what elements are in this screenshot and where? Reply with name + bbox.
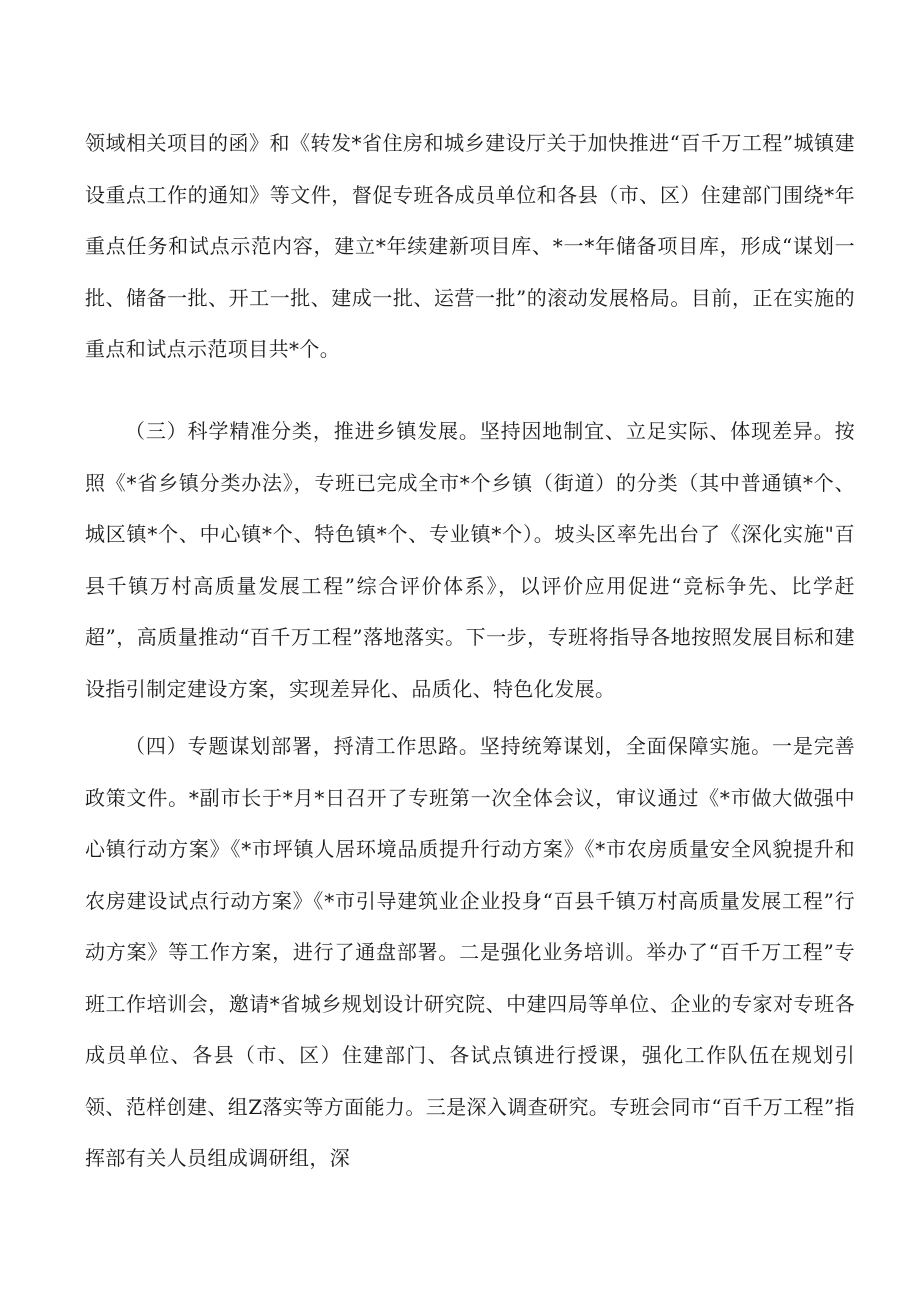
paragraph-continuation: 领域相关项目的函》和《转发*省住房和城乡建设厅关于加快推进“百千万工程”城镇建设重点工作的通知》等文件，督促专班各成员单位和各县（市、区）住建部门围绕*年重点任务和试点示范内容，建立*年续建新项目库、*一*年储备项目库，形成“谋划一批、储备一批、开工一批、建成一批、运营一批”的滚动发展格局。目前，正在实施的重点和试点示范项目共*个。	[85, 131, 855, 361]
paragraph-section-3: （三）科学精准分类，推进乡镇发展。坚持因地制宜、立足实际、体现差异。按照《*省乡镇分类办法》，专班已完成全市*个乡镇（街道）的分类（其中普通镇*个、城区镇*个、中心镇*个、特色镇*个、专业镇*个）。坡头区率先出台了《深化实施"百县千镇万村高质量发展工程”综合评价体系》，以评价应用促进“竞标争先、比学赶超”，高质量推动“百千万工程”落地落实。下一步，专班将指导各地按照发展目标和建设指引制定建设方案，实现差异化、品质化、特色化发展。	[85, 419, 855, 701]
paragraph-section-4: （四）专题谋划部署，捋清工作思路。坚持统筹谋划，全面保障实施。一是完善政策文件。*副市长于*月*日召开了专班第一次全体会议，审议通过《*市做大做强中心镇行动方案》《*市坪镇人居环境品质提升行动方案》《*市农房质量安全风貌提升和农房建设试点行动方案》《*市引导建筑业企业投身“百县千镇万村高质量发展工程”行动方案》等工作方案，进行了通盘部署。二是强化业务培训。举办了“百千万工程”专班工作培训会，邀请*省城乡规划设计研究院、中建四局等单位、企业的专家对专班各成员单位、各县（市、区）住建部门、各试点镇进行授课，强化工作队伍在规划引领、范样创建、组Z落实等方面能力。三是深入调查研究。专班会同市“百千万工程”指挥部有关人员组成调研组，深	[85, 734, 855, 1170]
